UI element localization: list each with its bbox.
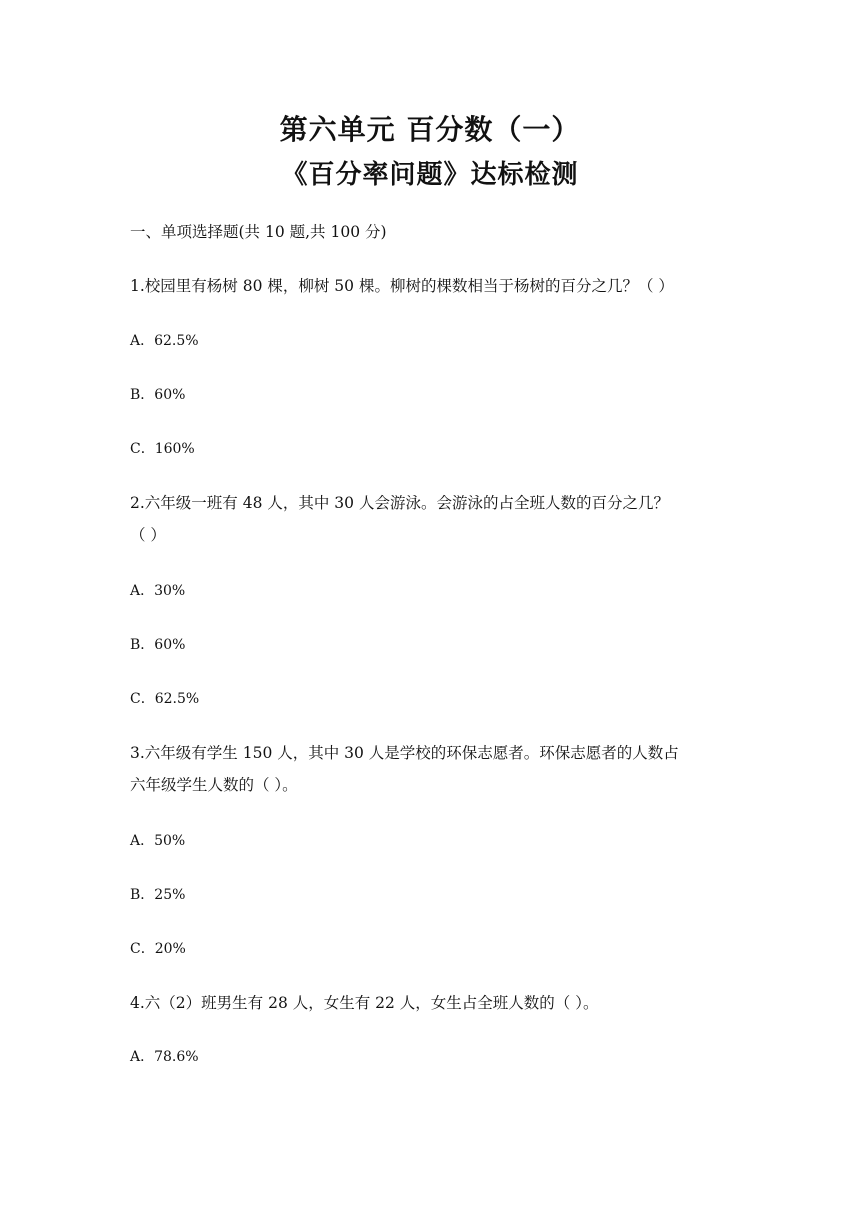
section-heading: 一、单项选择题(共 10 题,共 100 分)	[130, 223, 387, 241]
question-2-text-line-2: （ ）	[130, 526, 166, 544]
question-1-option-b: B．60%	[130, 387, 186, 403]
question-3-text-line-2: 六年级学生人数的（ ）。	[130, 776, 298, 794]
question-3-option-a: A．50%	[130, 833, 186, 849]
question-3-option-b: B．25%	[130, 887, 186, 903]
question-2-option-c: C．62.5%	[130, 691, 200, 707]
question-1-option-a: A．62.5%	[130, 333, 199, 349]
page-subtitle: 《百分率问题》达标检测	[281, 160, 579, 190]
question-3-option-c: C．20%	[130, 941, 186, 957]
page-title: 第六单元 百分数（一）	[279, 113, 581, 146]
question-1-option-c: C．160%	[130, 441, 195, 457]
question-2-option-b: B．60%	[130, 637, 186, 653]
question-2-text-line-1: 2.六年级一班有 48 人，其中 30 人会游泳。会游泳的占全班人数的百分之几？	[130, 494, 669, 512]
question-2-option-a: A．30%	[130, 583, 186, 599]
question-4-text: 4.六（2）班男生有 28 人，女生有 22 人，女生占全班人数的（ ）。	[130, 994, 599, 1012]
question-3-text-line-1: 3.六年级有学生 150 人，其中 30 人是学校的环保志愿者。环保志愿者的人数占	[130, 744, 679, 762]
question-4-option-a: A．78.6%	[130, 1049, 199, 1065]
question-1-text: 1.校园里有杨树 80 棵，柳树 50 棵。柳树的棵数相当于杨树的百分之几？（ ）	[130, 277, 674, 295]
